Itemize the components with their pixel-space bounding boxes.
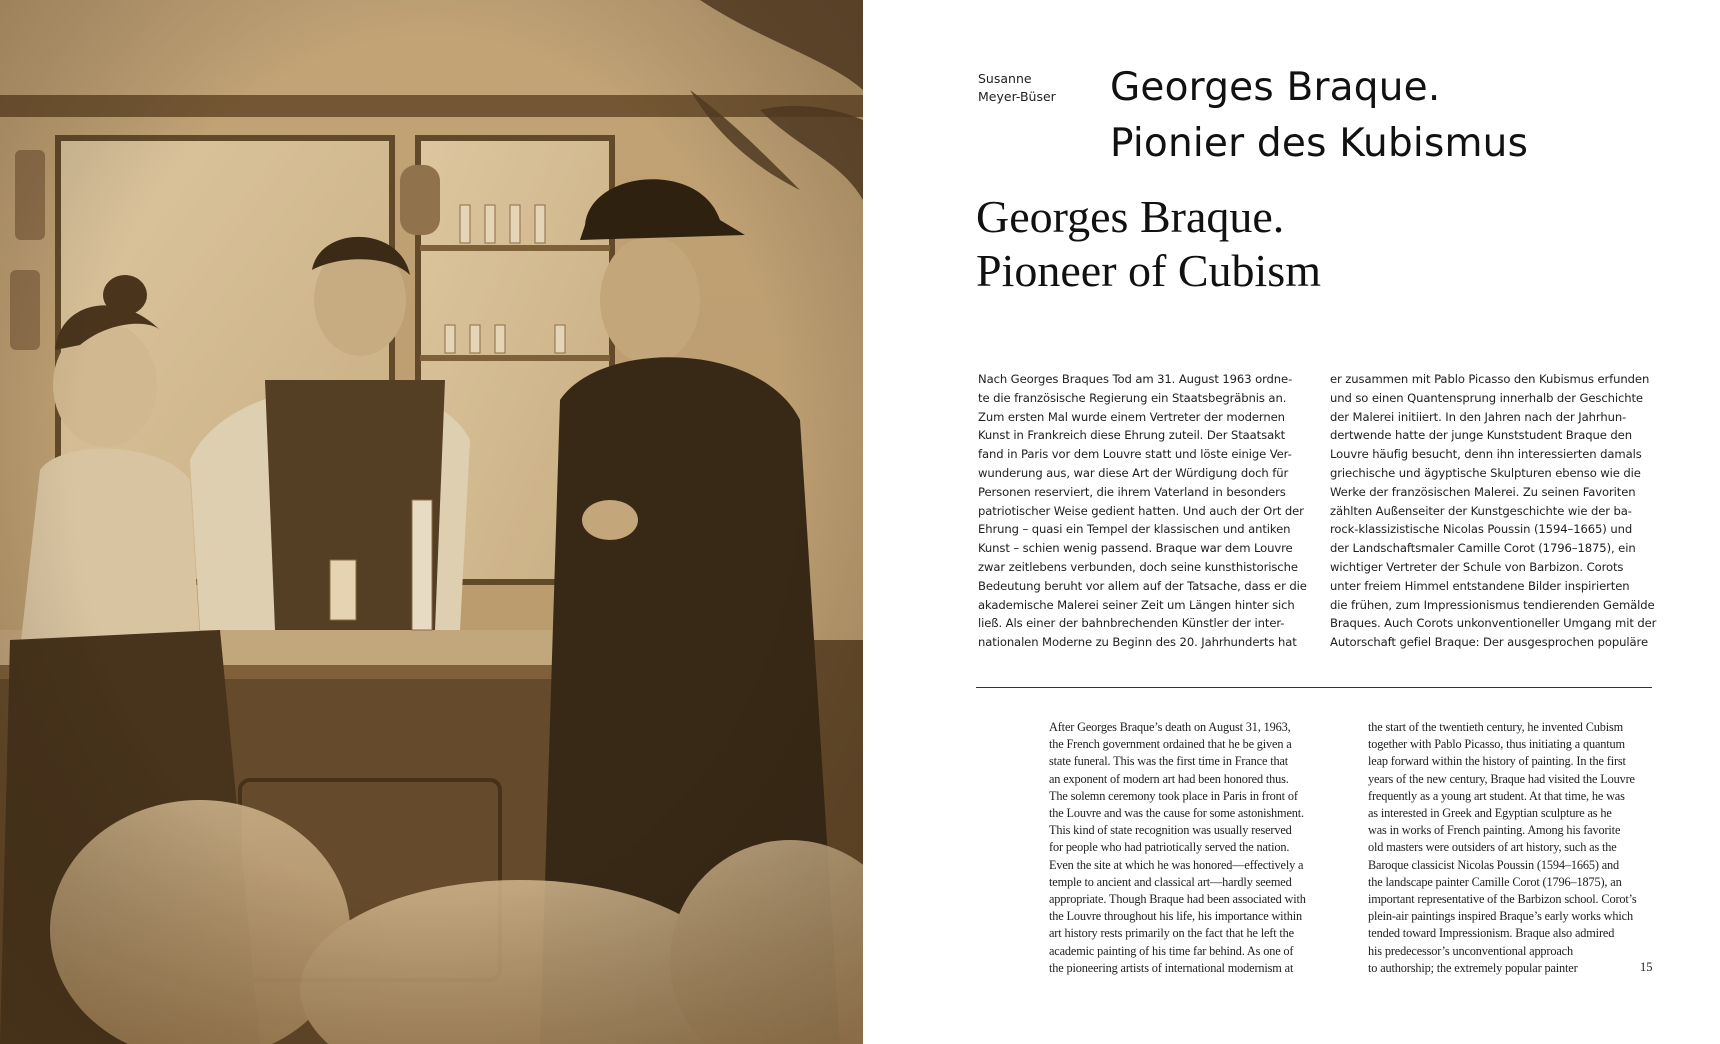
text-line: the Louvre and was the cause for some astonishment. [1049,806,1304,821]
text-line: Bedeutung beruht vor allem auf der Tatsache, dass er die [978,578,1307,593]
text-line: the landscape painter Camille Corot (1796–1875), an [1368,874,1622,889]
text-line: frequently as a young art student. At that time, he was [1368,788,1625,803]
text-line: temple to ancient and classical art—hardly seemed [1049,874,1292,889]
text-line: wichtiger Vertreter der Schule von Barbizon. Corots [1330,559,1624,574]
text-line: Baroque classicist Nicolas Poussin (1594–1665) and [1368,857,1620,872]
text-line: und so einen Quantensprung innerhalb der Geschichte [1330,390,1643,405]
text-line: important representative of the Barbizon school. Corot’s [1368,892,1637,907]
text-line: akademische Malerei seiner Zeit um Längen hinter sich [978,597,1295,612]
page-number: 15 [1640,960,1653,974]
text-line: years of the new century, Braque had visited the Louvre [1368,771,1635,786]
text-line: the French government ordained that he be given a [1049,737,1292,752]
text-line: the pioneering artists of international modernism at [1049,960,1294,975]
text-line: to authorship; the extremely popular painter [1368,960,1578,975]
title-english-line-2: Pioneer of Cubism [976,245,1321,296]
text-line: te die französische Regierung ein Staatsbegräbnis an. [978,390,1287,405]
text-line: Kunst in Frankreich diese Ehrung zuteil. Der Staatsakt [978,428,1286,443]
text-line: Autorschaft gefiel Braque: Der ausgesprochen populäre [1330,635,1648,650]
text-line: Louvre häufig besucht, denn ihn interessierten damals [1330,447,1642,462]
author-line-2: Meyer-Büser [978,89,1056,104]
text-line: the Louvre throughout his life, his importance within [1049,909,1302,924]
text-line: his predecessor’s unconventional approach [1368,943,1573,958]
text-line: as interested in Greek and Egyptian sculpture as he [1368,806,1612,821]
text-line: After Georges Braque’s death on August 31, 1963, [1049,720,1291,734]
text-line: Ehrung – quasi ein Tempel der klassischen und antiken [978,522,1291,537]
title-german-line-1: Georges Braque. [1110,65,1441,110]
text-line: appropriate. Though Braque had been associated with [1049,892,1306,907]
text-line: the start of the twentieth century, he invented Cubism [1368,720,1624,734]
text-line: nationalen Moderne zu Beginn des 20. Jahrhunderts hat [978,635,1297,650]
english-text-column-1 [1049,719,1334,977]
text-line: der Malerei initiiert. In den Jahren nach der Jahrhun- [1330,409,1627,424]
text-line: Kunst – schien wenig passend. Braque war dem Louvre [978,541,1293,556]
text-line: wunderung aus, war diese Art der Würdigung doch für [978,465,1289,480]
text-line: art history rests primarily on the fact that he left the [1049,926,1294,941]
text-line: zählten Außenseiter der Kunstgeschichte wie der ba- [1330,503,1632,518]
text-line: dertwende hatte der junge Kunststudent Braque den [1330,428,1632,443]
text-line: patriotischer Weise gedient hatten. Und auch der Ort der [978,503,1304,518]
title-german [1110,60,1670,172]
german-text-column-2 [1330,370,1657,652]
german-text-column-1 [978,370,1307,652]
text-line: old masters were outsiders of art history, such as the [1368,840,1617,855]
text-line: die frühen, zum Impressionismus tendierenden Gemälde [1330,597,1655,612]
title-english-line-1: Georges Braque. [976,191,1285,242]
text-line: zwar zeitlebens verbunden, doch seine kunsthistorische [978,559,1298,574]
author-name [978,70,1088,106]
text-line: fand in Paris vor dem Louvre statt und löste einige Ver- [978,447,1292,462]
text-line: leap forward within the history of painting. In the first [1368,754,1626,769]
text-line: Braques. Auch Corots unkonventioneller Umgang mit der [1330,616,1657,631]
title-english [976,190,1636,298]
section-divider [976,687,1652,688]
title-german-line-2: Pionier des Kubismus [1110,121,1529,166]
text-line: The solemn ceremony took place in Paris in front of [1049,788,1298,803]
text-line: griechische und ägyptische Skulpturen ebenso wie die [1330,465,1641,480]
text-line: er zusammen mit Pablo Picasso den Kubismus erfunden [1330,372,1650,386]
text-line: Nach Georges Braques Tod am 31. August 1963 ordne- [978,372,1293,386]
text-line: Even the site at which he was honored—effectively a [1049,857,1304,872]
text-line: state funeral. This was the first time in France that [1049,754,1289,769]
text-line: for people who had patriotically served the nation. [1049,840,1290,855]
text-line: plein-air paintings inspired Braque’s early works which [1368,909,1633,924]
text-line: rock-klassizistische Nicolas Poussin (1594–1665) und [1330,522,1633,537]
text-line: This kind of state recognition was usually reserved [1049,823,1292,838]
text-line: together with Pablo Picasso, thus initiating a quantum [1368,737,1625,752]
text-line: ließ. Als einer der bahnbrechenden Künstler der inter- [978,616,1285,631]
text-line: der Landschaftsmaler Camille Corot (1796–1875), ein [1330,541,1636,556]
text-line: unter freiem Himmel entstandene Bilder inspirierten [1330,578,1630,593]
text-line: tended toward Impressionism. Braque also admired [1368,926,1615,941]
text-line: was in works of French painting. Among his favorite [1368,823,1621,838]
author-line-1: Susanne [978,71,1032,86]
english-text-column-2 [1368,719,1658,977]
text-line: Personen reserviert, die ihrem Vaterland in besonders [978,484,1286,499]
text-line: academic painting of his time far behind. As one of [1049,943,1294,958]
text-line: Zum ersten Mal wurde einem Vertreter der modernen [978,409,1285,424]
text-line: Werke der französischen Malerei. Zu seinen Favoriten [1330,484,1636,499]
text-line: an exponent of modern art had been honored thus. [1049,771,1289,786]
